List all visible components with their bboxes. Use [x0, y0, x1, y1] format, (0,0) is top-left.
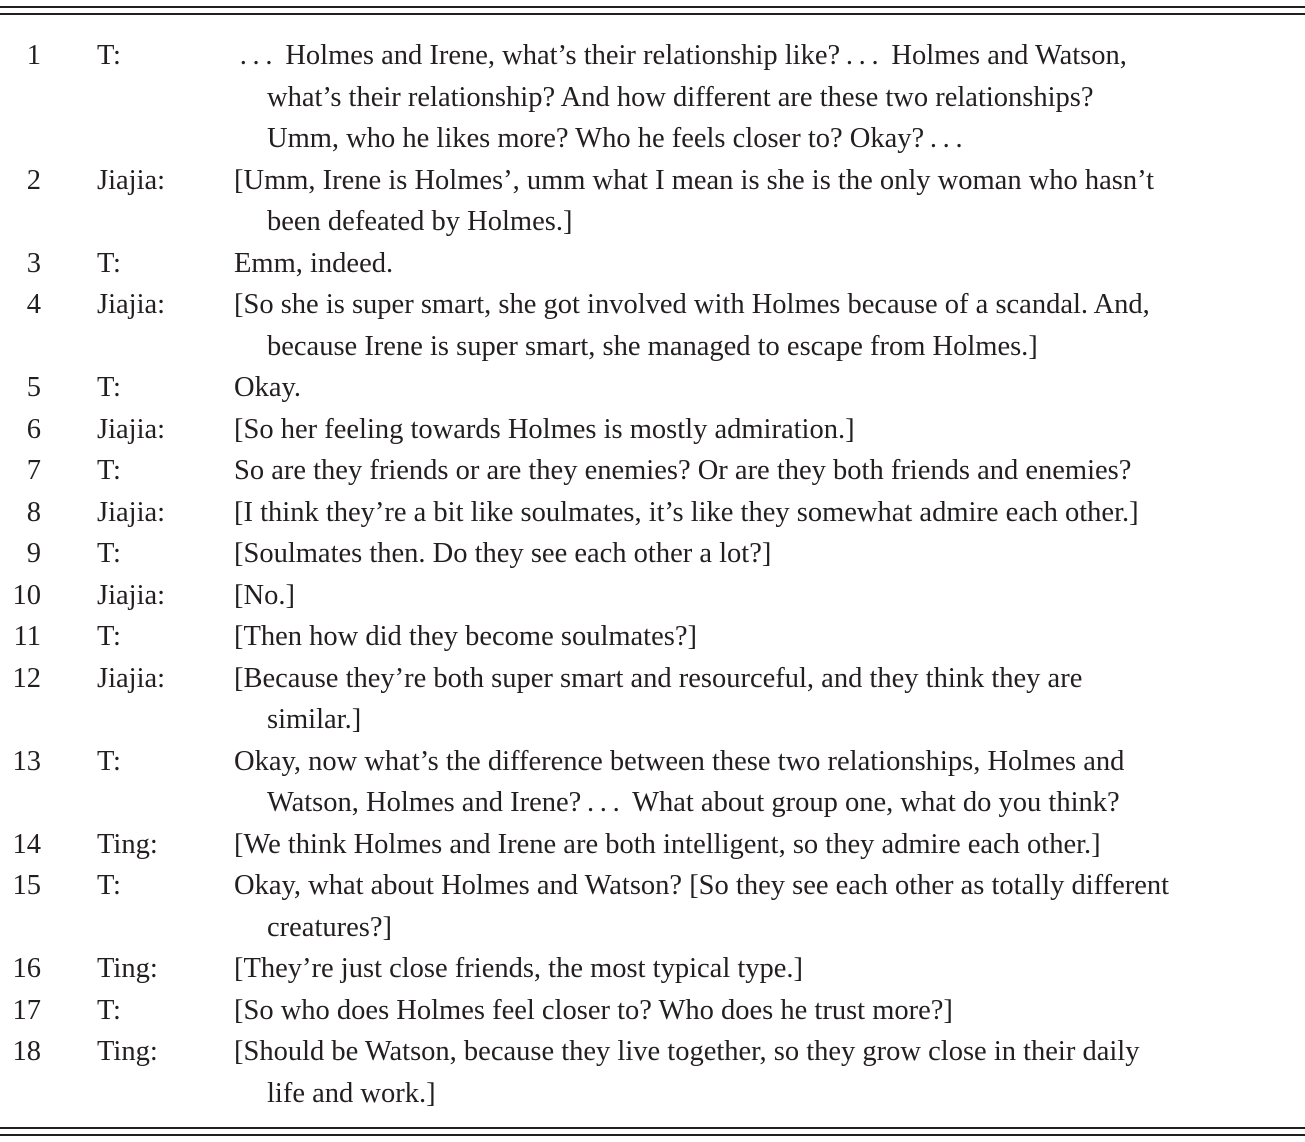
utterance-line: creatures?]	[267, 911, 392, 943]
utterance	[234, 243, 1305, 285]
utterance-line: [So she is super smart, she got involved with Holmes because of a scandal. And,	[234, 289, 1150, 320]
utterance	[234, 533, 1305, 575]
transcript-row	[0, 658, 1305, 741]
turn-number: 7	[26, 455, 41, 486]
turn-number: 14	[12, 828, 41, 860]
utterance-line: life and work.]	[267, 1077, 436, 1109]
turn-number: 9	[26, 538, 41, 569]
utterance	[234, 741, 1305, 824]
speaker-label: T:	[97, 870, 121, 901]
utterance-line: Okay.	[234, 372, 302, 403]
speaker-label: Jiajia:	[97, 662, 166, 694]
transcript-row	[0, 35, 1305, 160]
turn-number: 15	[12, 870, 41, 901]
top-rule-inner	[0, 13, 1305, 15]
transcript-row	[0, 865, 1305, 948]
utterance-line: [So who does Holmes feel closer to? Who does he trust more?]	[234, 994, 953, 1026]
speaker-label: Jiajia:	[97, 289, 166, 320]
utterance	[234, 824, 1305, 866]
utterance	[234, 1031, 1305, 1114]
turn-number: 11	[13, 621, 41, 652]
transcript-row	[0, 824, 1305, 866]
utterance-line: Emm, indeed.	[234, 247, 394, 279]
turn-number: 17	[12, 994, 41, 1026]
utterance	[234, 948, 1305, 990]
utterance	[234, 284, 1305, 367]
turn-number: 8	[26, 496, 41, 528]
speaker-label: Ting:	[97, 828, 158, 860]
transcript-row	[0, 616, 1305, 658]
turn-number: 5	[26, 372, 41, 403]
utterance	[234, 160, 1305, 243]
utterance-line: because Irene is super smart, she managed to escape from Holmes.]	[267, 330, 1038, 362]
utterance-line: [Umm, Irene is Holmes’, umm what I mean is she is the only woman who hasn’t	[234, 164, 1155, 196]
speaker-label: T:	[97, 40, 121, 71]
transcript-row	[0, 1031, 1305, 1114]
utterance-line: been defeated by Holmes.]	[267, 206, 573, 237]
transcript-row	[0, 990, 1305, 1032]
bottom-rule-inner	[0, 1127, 1305, 1129]
speaker-label: Ting:	[97, 953, 158, 984]
speaker-label: T:	[97, 621, 121, 652]
speaker-label: T:	[97, 455, 121, 486]
speaker-label: Jiajia:	[97, 413, 166, 445]
transcript-row	[0, 450, 1305, 492]
utterance-line: what’s their relationship? And how different are these two relationships?	[267, 81, 1094, 113]
utterance	[234, 450, 1305, 492]
speaker-label: T:	[97, 538, 121, 569]
utterance-line: Watson, Holmes and Irene? . . . What about group one, what do you think?	[267, 787, 1120, 818]
turn-number: 1	[26, 40, 41, 71]
transcript-row	[0, 243, 1305, 285]
turn-number: 10	[12, 579, 41, 611]
utterance	[234, 35, 1305, 160]
transcript-row	[0, 160, 1305, 243]
utterance-line: [We think Holmes and Irene are both intelligent, so they admire each other.]	[234, 828, 1101, 860]
utterance-line: So are they friends or are they enemies? Or are they both friends and enemies?	[234, 455, 1132, 486]
speaker-label: Jiajia:	[97, 164, 166, 196]
transcript-row	[0, 948, 1305, 990]
speaker-label: T:	[97, 994, 121, 1026]
transcript-row	[0, 575, 1305, 617]
speaker-label: Ting:	[97, 1036, 158, 1067]
turn-number: 13	[12, 745, 41, 777]
transcript-table	[0, 35, 1305, 1114]
turn-number: 16	[12, 953, 41, 984]
turn-number: 6	[26, 413, 41, 445]
speaker-label: Jiajia:	[97, 496, 166, 528]
utterance	[234, 990, 1305, 1032]
turn-number: 2	[26, 164, 41, 196]
utterance-line: [Then how did they become soulmates?]	[234, 621, 697, 652]
utterance-line: [They’re just close friends, the most typical type.]	[234, 953, 804, 984]
bottom-rule-outer	[0, 1134, 1305, 1136]
turn-number: 12	[12, 662, 41, 694]
speaker-label: T:	[97, 745, 121, 777]
turn-number: 3	[26, 247, 41, 279]
transcript-row	[0, 409, 1305, 451]
utterance-line: [Should be Watson, because they live together, so they grow close in their daily	[234, 1036, 1140, 1067]
utterance	[234, 409, 1305, 451]
utterance	[234, 865, 1305, 948]
turn-number: 4	[26, 289, 41, 320]
utterance	[234, 575, 1305, 617]
utterance	[234, 367, 1305, 409]
transcript-row	[0, 367, 1305, 409]
utterance-line: [Soulmates then. Do they see each other a lot?]	[234, 538, 772, 569]
utterance	[234, 616, 1305, 658]
transcript-row	[0, 284, 1305, 367]
speaker-label: T:	[97, 247, 121, 279]
transcript-row	[0, 492, 1305, 534]
utterance-line: Umm, who he likes more? Who he feels closer to? Okay? . . .	[267, 123, 963, 154]
speaker-label: Jiajia:	[97, 579, 166, 611]
transcript-row	[0, 533, 1305, 575]
utterance-line: Okay, now what’s the difference between these two relationships, Holmes and	[234, 745, 1125, 777]
utterance-line: [Because they’re both super smart and resourceful, and they think they are	[234, 662, 1083, 694]
utterance	[234, 492, 1305, 534]
utterance-line: Okay, what about Holmes and Watson? [So they see each other as totally different	[234, 870, 1170, 901]
utterance-line: [No.]	[234, 579, 295, 611]
top-rule-outer	[0, 6, 1305, 8]
utterance-line: . . . Holmes and Irene, what’s their relationship like? . . . Holmes and Watson,	[234, 40, 1127, 71]
speaker-label: T:	[97, 372, 121, 403]
utterance-line: similar.]	[267, 704, 362, 735]
utterance-line: [So her feeling towards Holmes is mostly admiration.]	[234, 413, 855, 445]
utterance-line: [I think they’re a bit like soulmates, it’s like they somewhat admire each other.]	[234, 496, 1139, 528]
transcript-row	[0, 741, 1305, 824]
turn-number: 18	[12, 1036, 41, 1067]
utterance	[234, 658, 1305, 741]
